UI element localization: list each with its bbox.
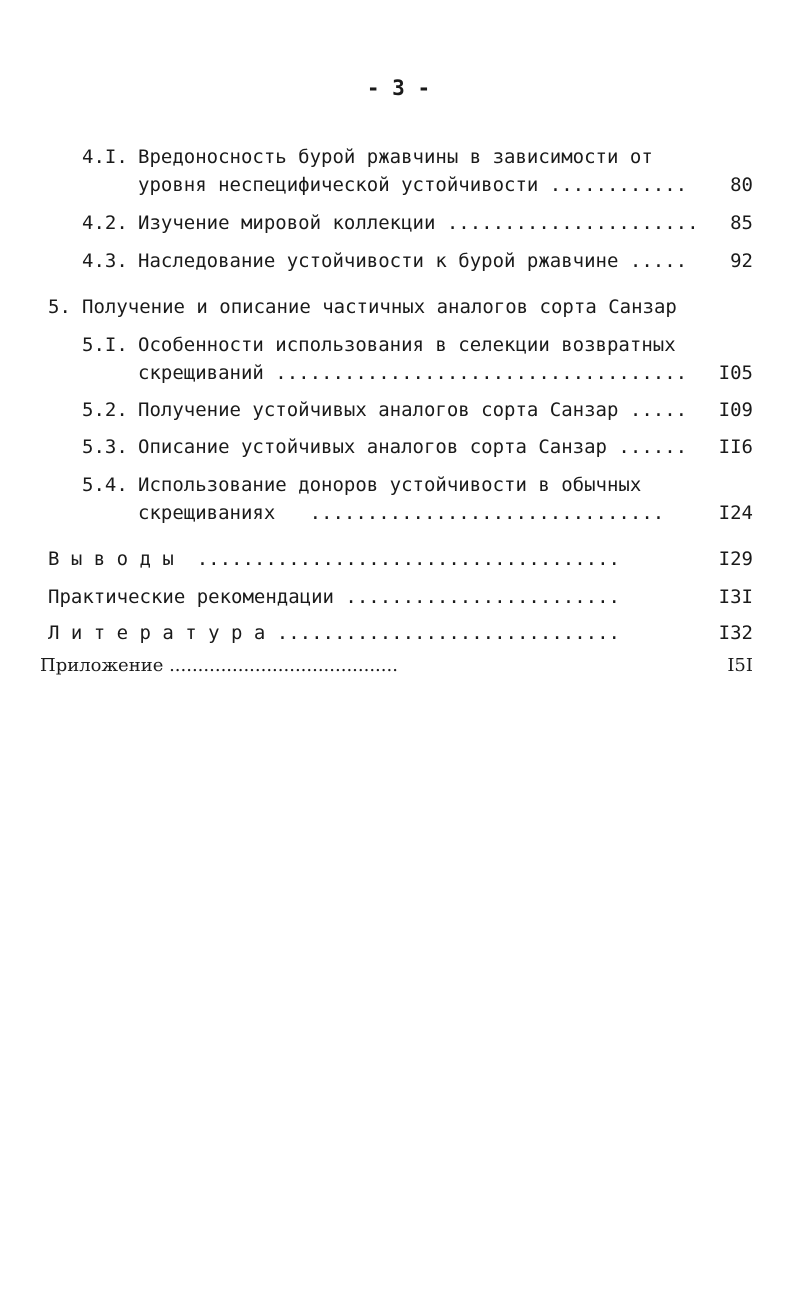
toc-entry-4-1-page: 80: [730, 174, 753, 196]
toc-recommendations-title: Практические рекомендации ........................: [48, 586, 620, 608]
toc-chapter-5-title: Получение и описание частичных аналогов сорта Санзар: [82, 296, 677, 318]
toc-entry-4-3-page: 92: [730, 250, 753, 272]
toc-entry-4-1-number: 4.I.: [82, 146, 128, 168]
toc-conclusions-page: I29: [718, 548, 753, 570]
toc-appendix-title: Приложение ........................................: [40, 655, 398, 676]
toc-entry-5-2-title: Получение устойчивых аналогов сорта Санзар .....: [138, 399, 688, 421]
toc-entry-4-2-page: 85: [730, 212, 753, 234]
toc-entry-5-3-page: II6: [718, 436, 753, 458]
toc-chapter-5-number: 5.: [48, 296, 71, 318]
toc-literature-title: Л и т е р а т у р а ..............................: [48, 622, 620, 644]
toc-entry-4-1-title-line1: Вредоносность бурой ржавчины в зависимости от: [138, 146, 653, 168]
toc-entry-5-4-number: 5.4.: [82, 474, 128, 496]
toc-recommendations-page: I3I: [718, 586, 753, 608]
toc-entry-5-1-number: 5.I.: [82, 334, 128, 356]
toc-entry-4-2-title: Изучение мировой коллекции ......................: [138, 212, 699, 234]
toc-appendix-page: I5I: [727, 655, 753, 676]
toc-entry-4-3-number: 4.3.: [82, 250, 128, 272]
toc-conclusions-title: В ы в о д ы .....................................: [48, 548, 620, 570]
toc-entry-5-2-number: 5.2.: [82, 399, 128, 421]
toc-entry-5-3-number: 5.3.: [82, 436, 128, 458]
toc-entry-4-2-number: 4.2.: [82, 212, 128, 234]
toc-entry-5-4-title-line1: Использование доноров устойчивости в обычных: [138, 474, 642, 496]
toc-entry-5-3-title: Описание устойчивых аналогов сорта Санзар ......: [138, 436, 688, 458]
toc-entry-5-1-page: I05: [718, 362, 753, 384]
toc-entry-5-4-title-line2: скрещиваниях ...............................: [138, 502, 665, 524]
toc-entry-4-1-title-line2: уровня неспецифической устойчивости ............: [138, 174, 688, 196]
toc-entry-5-1-title-line2: скрещиваний ....................................: [138, 362, 688, 384]
toc-entry-5-2-page: I09: [718, 399, 753, 421]
page-number: - 3 -: [366, 76, 431, 100]
toc-entry-5-4-page: I24: [718, 502, 753, 524]
toc-entry-4-3-title: Наследование устойчивости к бурой ржавчине .....: [138, 250, 688, 272]
toc-literature-page: I32: [718, 622, 753, 644]
toc-entry-5-1-title-line1: Особенности использования в селекции возвратных: [138, 334, 676, 356]
